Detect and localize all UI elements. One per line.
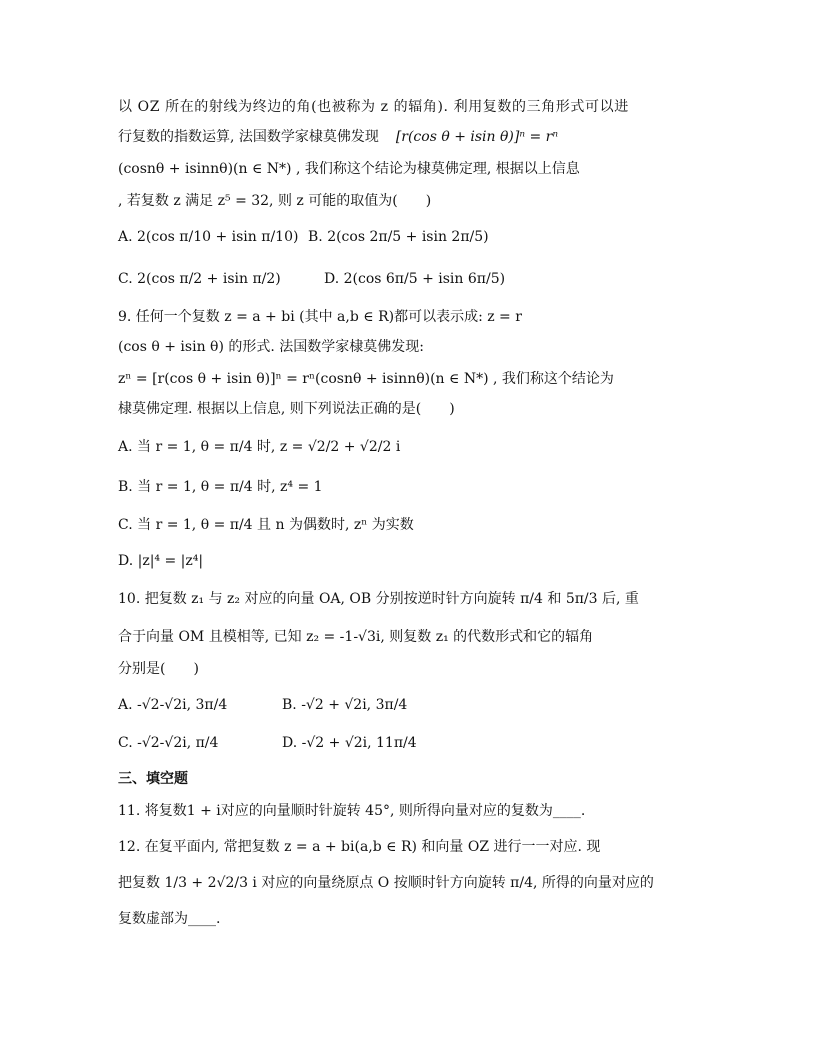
q10-option-b: B. -√2 + √2i, 3π/4 [282, 697, 408, 713]
q9-option-c: C. 当 r = 1, θ = π/4 且 n 为偶数时, zⁿ 为实数 [118, 517, 414, 533]
intro-line-1: 以 OZ 所在的射线为终边的角(也被称为 z 的辐角). 利用复数的三角形式可以进 [118, 99, 629, 115]
q9-option-d: D. |z|⁴ = |z⁴| [118, 553, 204, 569]
q9-option-a: A. 当 r = 1, θ = π/4 时, z = √2/2 + √2/2 i [118, 439, 401, 455]
intro-text: , 我们称这个结论为棣莫佛定理, 根据以上信息 [295, 161, 580, 177]
q8-options-row-1b [308, 226, 489, 248]
question-10-line-1: 10. 把复数 z₁ 与 z₂ 对应的向量 OA, OB 分别按逆时针方向旋转 π/4 和 5π/3 后, 重 [118, 591, 639, 607]
q8-option-c: C. 2(cos π/2 + isin π/2) [118, 271, 281, 287]
q8-options-row-2 [118, 268, 281, 290]
question-12-line-3: 复数虚部为____. [118, 911, 221, 927]
q8-options-row-2b [324, 268, 505, 290]
q10-option-d: D. -√2 + √2i, 11π/4 [282, 735, 417, 751]
question-10-line-3: 分别是( ) [118, 661, 199, 677]
intro-line-3 [118, 158, 580, 180]
q8-option-a: A. 2(cos π/10 + isin π/10) [118, 229, 299, 245]
section-heading: 三、填空题 [118, 771, 188, 787]
demoivre-formula-cont: (cosnθ + isinnθ)(n ∈ N*) [118, 161, 292, 177]
intro-text: 行复数的指数运算, 法国数学家棣莫佛发现 [118, 129, 379, 145]
question-12-line-1: 12. 在复平面内, 常把复数 z = a + bi(a,b ∈ R) 和向量 OZ 进行一一对应. 现 [118, 839, 601, 855]
question-9-line-3 [118, 368, 614, 390]
question-11: 11. 将复数1 + i对应的向量顺时针旋转 45°, 则所得向量对应的复数为____. [118, 803, 586, 819]
question-9-line-4: 棣莫佛定理. 根据以上信息, 则下列说法正确的是( ) [118, 401, 455, 417]
q10-option-c: C. -√2-√2i, π/4 [118, 735, 219, 751]
question-12-line-2: 把复数 1/3 + 2√2/3 i 对应的向量绕原点 O 按顺时针方向旋转 π/4, 所得的向量对应的 [118, 875, 654, 891]
q9-formula: zⁿ = [r(cos θ + isin θ)]ⁿ = rⁿ(cosnθ + isinnθ)(n ∈ N*) [118, 371, 489, 387]
q8-option-d: D. 2(cos 6π/5 + isin 6π/5) [324, 271, 506, 287]
question-9-line-1: 9. 任何一个复数 z = a + bi (其中 a,b ∈ R)都可以表示成: z = r [118, 309, 522, 325]
question-8-stem: , 若复数 z 满足 z⁵ = 32, 则 z 可能的取值为( ) [118, 193, 432, 209]
question-9-line-2: (cos θ + isin θ) 的形式. 法国数学家棣莫佛发现: [118, 339, 424, 355]
demoivre-formula: [r(cos θ + isin θ)]ⁿ = rⁿ [395, 129, 559, 145]
q8-option-b: B. 2(cos 2π/5 + isin 2π/5) [308, 229, 489, 245]
question-10-line-2: 合于向量 OM 且模相等, 已知 z₂ = -1-√3i, 则复数 z₁ 的代数形式和它的辐角 [118, 629, 594, 645]
q8-options-row-1 [118, 226, 298, 248]
q10-option-a: A. -√2-√2i, 3π/4 [118, 697, 228, 713]
intro-line-2 [118, 126, 558, 148]
q9-text: , 我们称这个结论为 [493, 371, 614, 387]
q9-option-b: B. 当 r = 1, θ = π/4 时, z⁴ = 1 [118, 479, 323, 495]
